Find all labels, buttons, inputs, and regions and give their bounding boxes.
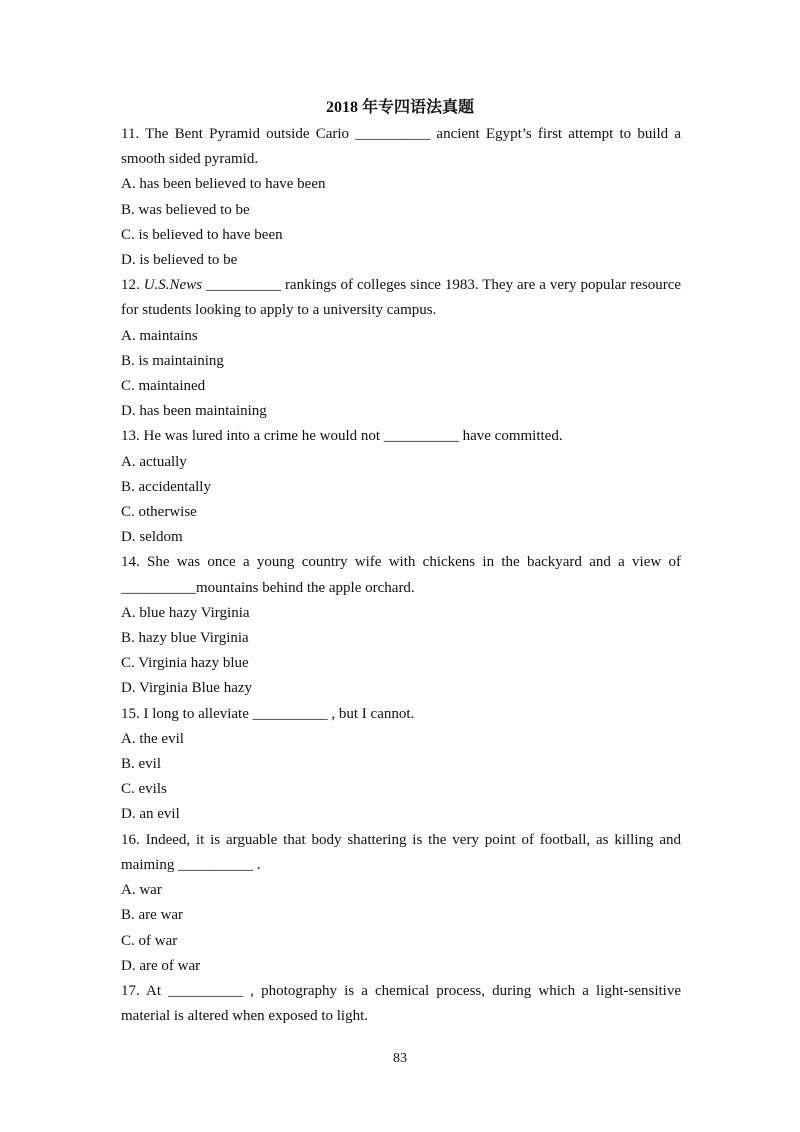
- option-c: C. otherwise: [121, 504, 197, 521]
- question-text: , but I cannot.: [327, 705, 415, 722]
- option-d: D. Virginia Blue hazy: [121, 680, 253, 697]
- question-17-stem: [121, 979, 681, 1029]
- page-number: 83: [393, 1051, 407, 1066]
- question-14-stem: [121, 550, 681, 600]
- option-b: B. was believed to be: [121, 201, 250, 218]
- option-a: A. has been believed to have been: [121, 176, 326, 193]
- answer-blank: __________: [252, 705, 328, 722]
- answer-blank: __________: [206, 277, 281, 294]
- question-15-stem: [121, 702, 681, 727]
- question-16-stem: [121, 828, 681, 878]
- page-title: 2018 年专四语法真题: [325, 99, 474, 116]
- question-text: 17. At: [121, 982, 169, 999]
- option-d: D. seldom: [121, 529, 183, 546]
- question-number: 12.: [121, 277, 144, 294]
- option-a: A. actually: [121, 453, 187, 470]
- option-d: D. an evil: [121, 806, 180, 823]
- question-11-stem: [121, 122, 681, 172]
- publication-name: U.S.News: [143, 277, 203, 294]
- option-c: C. Virginia hazy blue: [121, 655, 249, 672]
- question-text: 14. She was once a young country wife with chickens in the backyard and a view of: [121, 554, 681, 571]
- option-d: D. has been maintaining: [121, 403, 267, 420]
- question-text: ancient Egypt’s first attempt to build a smooth sided pyramid.: [121, 126, 682, 168]
- question-list: [121, 122, 681, 1029]
- question-text: mountains behind the apple orchard.: [196, 579, 415, 596]
- question-text: rankings of colleges since 1983. They are a very popular resource for students looking to apply to a university campus.: [121, 277, 682, 319]
- option-d: D. is believed to be: [121, 252, 238, 269]
- option-c: C. is believed to have been: [121, 226, 283, 243]
- question-13-stem: [121, 424, 681, 449]
- option-a: A. war: [121, 882, 162, 899]
- answer-blank: __________: [383, 428, 459, 445]
- question-text: , photography is a chemical process, during which a light-sensitive material is altered when exposed to light.: [121, 982, 681, 1025]
- question-12-stem: [121, 273, 681, 323]
- option-a: A. maintains: [121, 327, 198, 344]
- option-c: C. maintained: [121, 378, 206, 395]
- answer-blank: __________: [121, 579, 196, 596]
- answer-blank: __________: [178, 856, 254, 873]
- question-text: .: [253, 856, 261, 873]
- question-text: 16. Indeed, it is arguable that body shattering is the very point of football, as killing and maiming: [121, 831, 681, 873]
- option-c: C. evils: [121, 781, 167, 798]
- answer-blank: __________: [168, 982, 244, 999]
- option-b: B. are war: [121, 907, 184, 924]
- question-text: have committed.: [458, 428, 563, 445]
- answer-blank: __________: [355, 126, 431, 142]
- question-text: 15. I long to alleviate: [121, 705, 253, 722]
- option-c: C. of war: [121, 932, 178, 949]
- question-text: 11. The Bent Pyramid outside Cario: [121, 126, 356, 142]
- option-b: B. accidentally: [121, 478, 211, 495]
- option-b: B. is maintaining: [121, 352, 224, 369]
- option-b: B. hazy blue Virginia: [121, 630, 249, 647]
- question-text: 13. He was lured into a crime he would not: [121, 428, 384, 445]
- option-d: D. are of war: [121, 957, 201, 974]
- option-a: A. blue hazy Virginia: [121, 604, 250, 621]
- option-a: A. the evil: [121, 730, 184, 747]
- option-b: B. evil: [121, 756, 161, 773]
